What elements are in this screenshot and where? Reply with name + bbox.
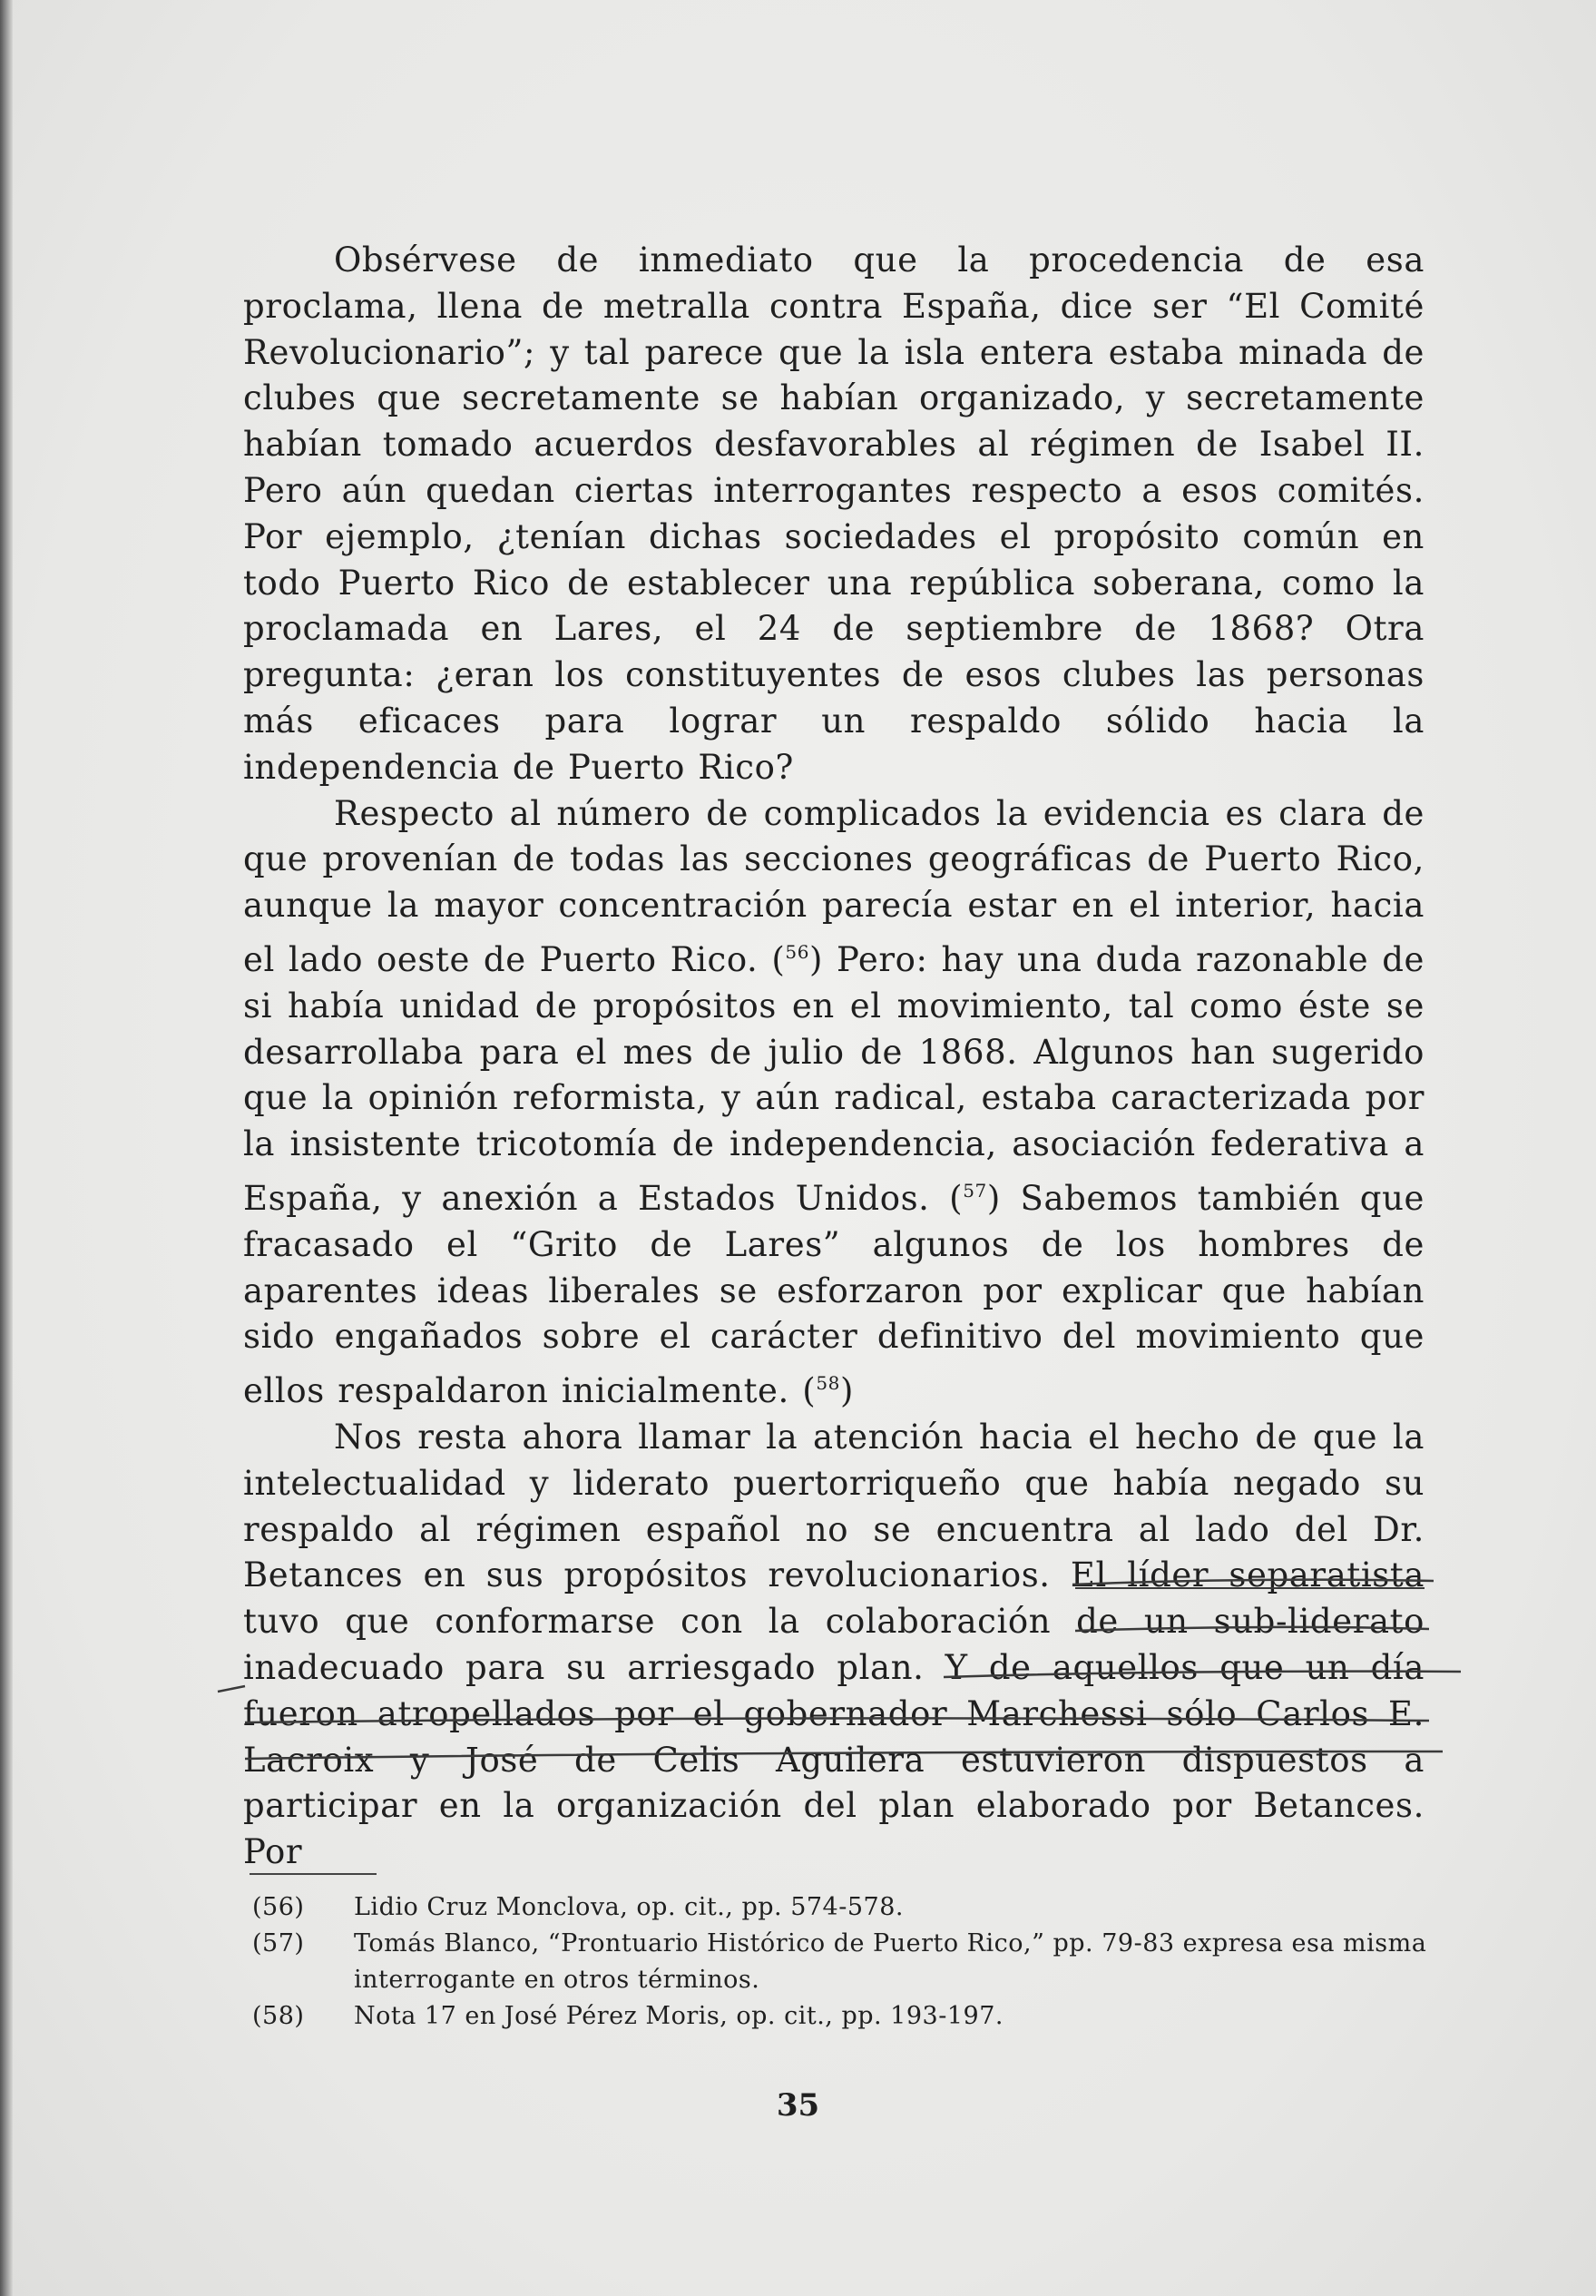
underline-mark	[1072, 1580, 1434, 1585]
underline-mark	[944, 1672, 1461, 1677]
footnote-text: Lidio Cruz Monclova, op. cit., pp. 574-578.	[354, 1893, 904, 1921]
footnote-text: Nota 17 en José Pérez Moris, op. cit., pp. 193-197.	[354, 2002, 1004, 2030]
underline-mark	[245, 1751, 1443, 1759]
footnote-ref-56: 56	[785, 940, 810, 963]
footnote-ref-58: 58	[816, 1372, 840, 1395]
paragraph-text: )	[839, 1371, 855, 1411]
paragraph-text: Obsérvese de inmediato que la procedencia de esa proclama, llena de metralla contra España, dice ser “El Comité Revolucionario”; y tal parece que la isla entera estaba minada de clubes que secretamente se habían organizado, y secretamente habían tomado acuerdos desfavorables al régimen de Isabel II. Pero aún quedan ciertas interrogantes respecto a esos comités. Por ejemplo, ¿tenían dichas sociedades el propósito común en todo Puerto Rico de establecer una república soberana, como la proclamada en Lares, el 24 de septiembre de 1868? Otra pregunta: ¿eran los constituyentes de esos clubes las personas más eficaces para lograr un respaldo sólido hacia la independencia de Puerto Rico?	[243, 240, 1425, 787]
footnote-number: (57)	[252, 1929, 305, 1957]
footnotes	[252, 1889, 1432, 2035]
underline-mark	[218, 1686, 245, 1692]
underline-mark	[1075, 1627, 1429, 1631]
footnote-56	[252, 1889, 1432, 1926]
footnote-text: Tomás Blanco, “Prontuario Histórico de Puerto Rico,” pp. 79-83 expresa esa misma interrogante en otros términos.	[354, 1929, 1427, 1994]
footnote-58	[252, 1998, 1432, 2035]
paragraph-text: ) Pero: hay una duda razonable de si había unidad de propósitos en el movimiento, tal como éste se desarrollaba para el mes de julio de 1868. Algunos han sugerido que la opinión reformista, y aún radical, estaba caracterizada por la insistente tricotomía de independencia, asociación federativa a España, y anexión a Estados Unidos. (	[243, 939, 1425, 1218]
footnote-ref-57: 57	[963, 1179, 987, 1202]
footnote-number: (56)	[252, 1893, 305, 1921]
paragraph-text: Respecto al número de complicados la evidencia es clara de que provenían de todas las secciones geográficas de Puerto Rico, aunque la mayor concentración parecía estar en el interior, hacia el lado oeste de Puerto Rico. (	[243, 793, 1425, 979]
footnote-number: (58)	[252, 2002, 305, 2030]
footnote-57	[252, 1926, 1432, 1998]
page-number: 35	[776, 2087, 820, 2124]
footnote-divider	[250, 1873, 377, 1875]
underline-mark	[245, 1718, 1429, 1722]
paragraph-text: Nos resta ahora llamar la atención hacia el hecho de que la intelectualidad y liderato puertorriqueño que había negado su respaldo al régimen español no se encuentra al lado del Dr. Betances en sus propósitos revolucionarios. El líder separatista tuvo que conformarse con la colaboración de un sub-liderato inadecuado para su arriesgado plan. Y de aquellos que un día fueron atropellados por el gobernador Marchessi sólo Carlos E. Lacroix y José de Celis Aguilera estuvieron dispuestos a participar en la organización del plan elaborado por Betances. Por	[243, 1417, 1425, 1872]
paragraph-text: ) Sabemos también que fracasado el “Grito de Lares” algunos de los hombres de aparentes ideas liberales se esforzaron por explicar que habían sido engañados sobre el carácter definitivo del movimiento que ellos respaldaron inicialmente. (	[243, 1178, 1425, 1411]
